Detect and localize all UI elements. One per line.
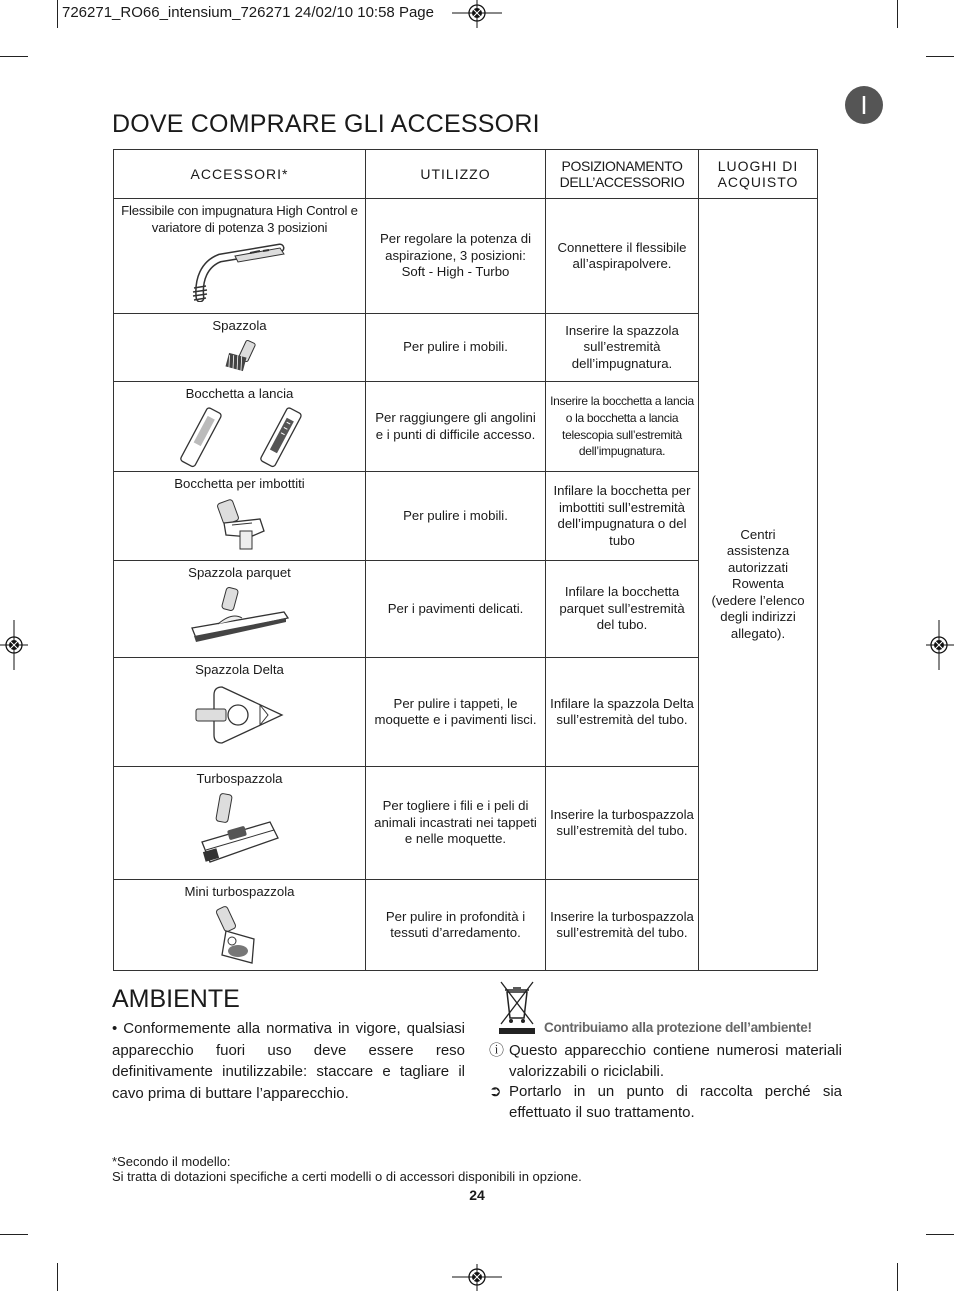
column-header: UTILIZZO [366,150,546,199]
table-header-row [114,150,818,199]
environment-list [489,1041,842,1123]
environment-slogan: Contribuiamo alla protezione dell’ambiente! [544,1020,812,1035]
position-text: Infilare la bocchetta per imbottiti sull’estremità dell’impugnatura o del tubo [546,472,699,561]
registration-mark-icon [0,620,28,670]
dusting-brush-icon [222,339,258,373]
column-header: LUOGHI DI ACQUISTO [699,150,818,199]
column-header: ACCESSORI* [114,150,366,199]
accessories-table [113,149,818,971]
position-text: Infilare la spazzola Delta sull’estremità del tubo. [546,658,699,767]
usage-text: Per pulire in profondità i tessuti d’arredamento. [366,880,546,971]
accessory-name: Spazzola parquet [188,565,291,580]
section-title: AMBIENTE [112,985,240,1013]
position-text: Inserire la bocchetta a lancia o la bocchetta a lancia telescopia sull’estremità dell’impugnatura. [546,382,699,472]
accessory-name: Turbospazzola [196,771,283,786]
crop-mark [897,0,898,28]
list-item [489,1041,842,1082]
position-text: Inserire la spazzola sull’estremità dell’impugnatura. [546,314,699,382]
registration-mark-icon [926,620,954,670]
list-item-text: Questo apparecchio contiene numerosi materiali valorizzabili o riciclabili. [509,1042,842,1080]
position-text: Inserire la turbospazzola sull’estremità del tubo. [546,767,699,880]
position-text: Inserire la turbospazzola sull’estremità del tubo. [546,880,699,971]
position-text: Infilare la bocchetta parquet sull’estremità del tubo. [546,561,699,658]
accessory-name: Spazzola Delta [195,662,284,677]
parquet-brush-icon [188,586,292,646]
section-title: DOVE COMPRARE GLI ACCESSORI [112,110,540,138]
footnote [112,1155,582,1184]
info-icon: ⓘ [489,1042,505,1059]
list-item [489,1082,842,1123]
usage-text: Per raggiungere gli angolini e i punti di difficile accesso. [366,382,546,472]
usage-text: Per pulire i tappeti, le moquette e i pavimenti lisci. [366,658,546,767]
table-row [114,199,818,314]
usage-text: Per pulire i mobili. [366,314,546,382]
crop-mark [57,0,58,28]
list-item-text: Portarlo in un punto di raccolta perché sia effettuato il suo trattamento. [509,1083,842,1121]
footnote-line: Si tratta di dotazioni specifiche a certi modelli o di accessori disponibili in opzione. [112,1168,582,1184]
usage-text: Per i pavimenti delicati. [366,561,546,658]
usage-text: Per pulire i mobili. [366,472,546,561]
arrow-icon: ➲ [489,1083,502,1100]
print-header: 726271_RO66_intensium_726271 24/02/10 10:58 Page [62,4,434,21]
turbo-brush-icon [198,792,282,868]
crop-mark [0,56,28,57]
upholstery-nozzle-icon [210,497,270,553]
accessory-name: Bocchetta a lancia [185,386,294,401]
crop-mark [0,1234,28,1235]
disposal-paragraph: • Conformemente alla normativa in vigore, qualsiasi apparecchio fuori uso deve essere reso definitivamente inutilizzabile: staccare e tagliare il cavo prima di buttare l’apparecchio. [112,1020,465,1102]
accessory-name: Spazzola [212,318,267,333]
delta-brush-icon [194,683,286,747]
purchase-location: Centri assistenza autorizzati Rowenta (vedere l’elenco degli indirizzi allegato). [699,199,818,971]
usage-text: Soft - High - Turbo [401,264,510,280]
accessory-name: Bocchetta per imbottiti [174,476,305,491]
hose-handle-icon [180,240,300,302]
crevice-tool-icon [178,407,302,469]
language-badge: I [845,86,883,124]
accessory-name: Flessibile con impugnatura High Control e variatore di potenza 3 posizioni [121,203,358,235]
usage-text: Per togliere i fili e i peli di animali incastrati nei tappeti e nelle moquette. [366,767,546,880]
mini-turbo-brush-icon [210,905,270,969]
usage-text: Per regolare la potenza di aspirazione, 3 posizioni: [379,231,532,263]
accessory-name: Mini turbospazzola [184,884,295,899]
footnote-line: *Secondo il modello: [112,1154,231,1169]
registration-mark-icon [452,1264,502,1291]
crop-mark [57,1263,58,1291]
position-text: Connettere il flessibile all’aspirapolvere. [546,199,699,314]
crossed-bin-icon [497,978,537,1036]
crop-mark [926,56,954,57]
registration-mark-icon [452,0,502,28]
page-number: 24 [469,1187,485,1203]
column-header: POSIZIONAMENTO DELL’ACCESSORIO [546,150,699,199]
crop-mark [897,1263,898,1291]
crop-mark [926,1234,954,1235]
